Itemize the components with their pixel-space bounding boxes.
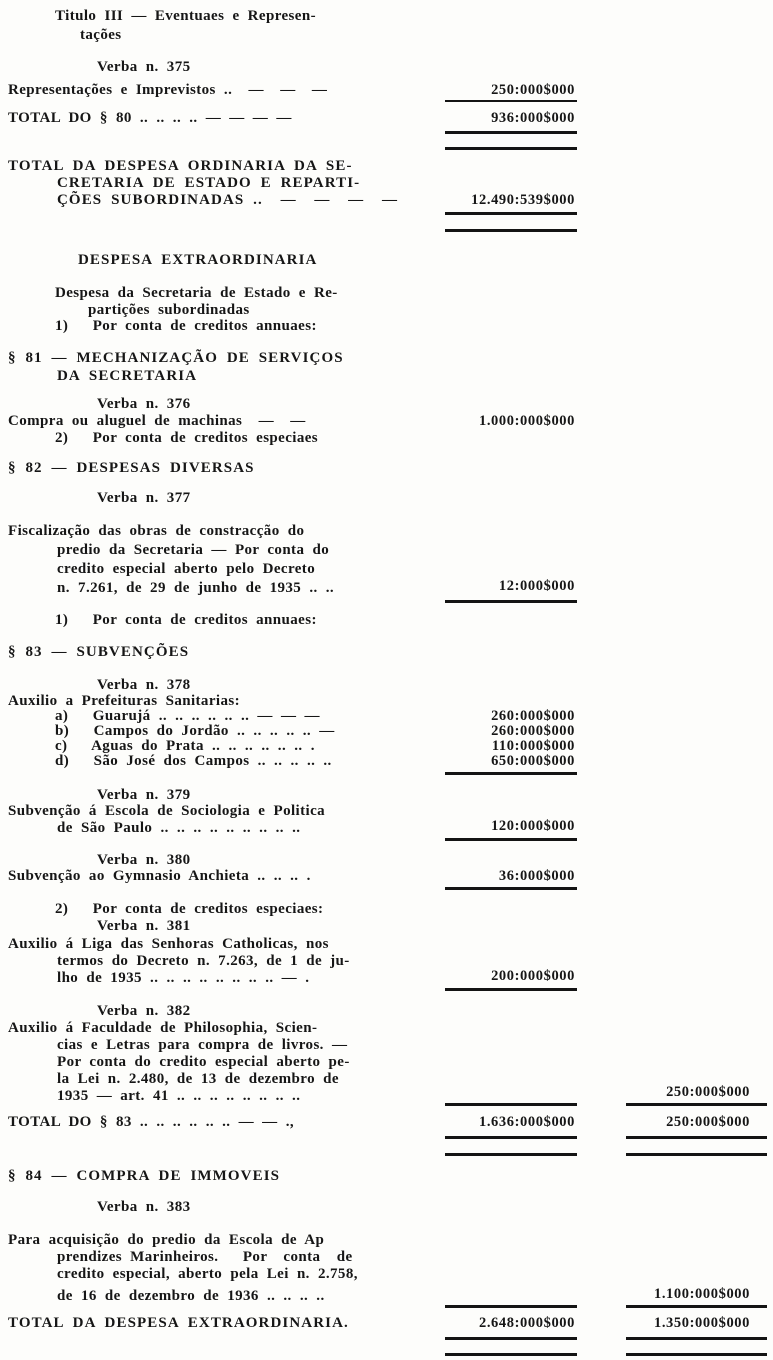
- amount-total-extraordinaria-col2: 1.350:000$000: [653, 1315, 750, 1331]
- entry-faculdade-line-2: cias e Letras para compra de livros. —: [57, 1037, 348, 1053]
- rule: [445, 600, 577, 603]
- item-creditos-especiaes-1: 2) Por conta de creditos especiaes: [55, 430, 319, 446]
- total-s83-row: TOTAL DO § 83 .. .. .. .. .. .. — — .,: [8, 1114, 295, 1130]
- entry-marinheiros-line-2: prendizes Marinheiros. Por conta de: [57, 1249, 353, 1265]
- amount-representacoes: 250:000$000: [491, 82, 575, 98]
- amount-guaruja: 260:000$000: [491, 708, 575, 724]
- title-line-2: tações: [80, 27, 122, 43]
- amount-total-s83-col2: 250:000$000: [666, 1114, 750, 1130]
- total-ordinaria-line-1: TOTAL DA DESPESA ORDINARIA DA SE-: [8, 158, 353, 174]
- s83-heading: § 83 — SUBVENÇÕES: [8, 644, 190, 660]
- s81-heading-line-2: DA SECRETARIA: [57, 368, 198, 384]
- amount-sao-jose-campos: 650:000$000: [491, 753, 575, 769]
- amount-sociologia: 120:000$000: [491, 818, 575, 834]
- verba-381-label: Verba n. 381: [97, 918, 191, 934]
- verba-382-label: Verba n. 382: [97, 1003, 191, 1019]
- entry-marinheiros-line-3: credito especial, aberto pela Lei n. 2.758,: [57, 1266, 358, 1282]
- amount-faculdade: 250:000$000: [666, 1084, 750, 1100]
- entry-fiscalizacao-line-2: predio da Secretaria — Por conta do: [57, 542, 330, 558]
- amount-total-ordinaria: 12.490:539$000: [471, 192, 575, 208]
- amount-gymnasio: 36:000$000: [498, 868, 575, 884]
- despesa-secretaria-line-2: partições subordinadas: [88, 302, 250, 318]
- amount-fiscalizacao: 12:000$000: [498, 578, 575, 594]
- amount-aguas-prata: 110:000$000: [491, 738, 575, 754]
- rule: [445, 1153, 577, 1156]
- rule: [626, 1136, 767, 1139]
- amount-total-s80: 936:000$000: [491, 110, 575, 126]
- rule: [445, 772, 577, 775]
- item-creditos-annuaes-2: 1) Por conta de creditos annuaes:: [55, 612, 317, 628]
- entry-liga-line-2: termos do Decreto n. 7.263, de 1 de ju-: [57, 953, 350, 969]
- rule: [445, 1103, 577, 1106]
- s82-heading: § 82 — DESPESAS DIVERSAS: [8, 460, 255, 476]
- rule: [445, 838, 577, 841]
- title-line-1: Titulo III — Eventuaes e Represen-: [55, 8, 316, 24]
- total-s80-row: TOTAL DO § 80 .. .. .. .. — — — —: [8, 110, 292, 126]
- rule: [445, 147, 577, 150]
- amount-marinheiros: 1.100:000$000: [653, 1286, 750, 1302]
- amount-campos-jordao: 260:000$000: [491, 723, 575, 739]
- entry-fiscalizacao-line-1: Fiscalização das obras de constracção do: [8, 523, 305, 539]
- entry-fiscalizacao-line-3: credito especial aberto pelo Decreto: [57, 561, 316, 577]
- amount-compra-machinas: 1.000:000$000: [478, 413, 575, 429]
- rule: [626, 1337, 767, 1340]
- entry-faculdade-line-5: 1935 — art. 41 .. .. .. .. .. .. .. ..: [57, 1088, 301, 1104]
- entry-sociologia-line-2: de São Paulo .. .. .. .. .. .. .. .. ..: [57, 820, 301, 836]
- rule: [445, 100, 577, 102]
- verba-379-label: Verba n. 379: [97, 787, 191, 803]
- verba-376-label: Verba n. 376: [97, 396, 191, 412]
- list-item-aguas-prata: c) Aguas do Prata .. .. .. .. .. .. .: [55, 738, 315, 754]
- amount-total-extraordinaria-col1: 2.648:000$000: [478, 1315, 575, 1331]
- verba-383-label: Verba n. 383: [97, 1199, 191, 1215]
- despesa-extraordinaria-heading: DESPESA EXTRAORDINARIA: [78, 252, 318, 268]
- list-item-campos-jordao: b) Campos do Jordão .. .. .. .. .. —: [55, 723, 335, 739]
- prefeituras-header: Auxilio a Prefeituras Sanitarias:: [8, 693, 240, 709]
- rule: [626, 1305, 767, 1308]
- verba-377-label: Verba n. 377: [97, 490, 191, 506]
- despesa-secretaria-line-1: Despesa da Secretaria de Estado e Re-: [55, 285, 338, 301]
- rule: [445, 131, 577, 134]
- rule: [626, 1153, 767, 1156]
- entry-faculdade-line-3: Por conta do credito especial aberto pe-: [57, 1054, 350, 1070]
- entry-representacoes: Representações e Imprevistos .. — — —: [8, 82, 328, 98]
- s84-heading: § 84 — COMPRA DE IMMOVEIS: [8, 1168, 281, 1184]
- total-ordinaria-line-3: ÇÕES SUBORDINADAS .. — — — —: [57, 192, 399, 208]
- entry-compra-machinas: Compra ou aluguel de machinas — —: [8, 413, 306, 429]
- verba-378-label: Verba n. 378: [97, 677, 191, 693]
- verba-375-label: Verba n. 375: [97, 59, 191, 75]
- amount-liga: 200:000$000: [491, 968, 575, 984]
- rule: [445, 1305, 577, 1308]
- total-extraordinaria-row: TOTAL DA DESPESA EXTRAORDINARIA.: [8, 1315, 349, 1331]
- entry-gymnasio: Subvenção ao Gymnasio Anchieta .. .. .. .: [8, 868, 311, 884]
- entry-faculdade-line-1: Auxilio á Faculdade de Philosophia, Scien-: [8, 1020, 318, 1036]
- rule: [445, 1353, 577, 1356]
- amount-total-s83-col1: 1.636:000$000: [478, 1114, 575, 1130]
- entry-marinheiros-line-4: de 16 de dezembro de 1936 .. .. .. ..: [57, 1288, 325, 1304]
- total-ordinaria-line-2: CRETARIA DE ESTADO E REPARTI-: [57, 175, 361, 191]
- entry-liga-line-1: Auxilio á Liga das Senhoras Catholicas, nos: [8, 936, 329, 952]
- entry-marinheiros-line-1: Para acquisição do predio da Escola de Ap: [8, 1232, 325, 1248]
- s81-heading-line-1: § 81 — MECHANIZAÇÃO DE SERVIÇOS: [8, 350, 344, 366]
- rule: [626, 1103, 767, 1106]
- rule: [626, 1353, 767, 1356]
- list-item-guaruja: a) Guarujá .. .. .. .. .. .. — — —: [55, 708, 320, 724]
- rule: [445, 212, 577, 215]
- verba-380-label: Verba n. 380: [97, 852, 191, 868]
- item-creditos-especiaes-2: 2) Por conta de creditos especiaes:: [55, 901, 324, 917]
- item-creditos-annuaes-1: 1) Por conta de creditos annuaes:: [55, 318, 317, 334]
- entry-fiscalizacao-line-4: n. 7.261, de 29 de junho de 1935 .. ..: [57, 580, 335, 596]
- rule: [445, 887, 577, 890]
- rule: [445, 988, 577, 991]
- rule: [445, 1337, 577, 1340]
- entry-liga-line-3: lho de 1935 .. .. .. .. .. .. .. .. — .: [57, 970, 310, 986]
- entry-sociologia-line-1: Subvenção á Escola de Sociologia e Politica: [8, 803, 326, 819]
- list-item-sao-jose-campos: d) São José dos Campos .. .. .. .. ..: [55, 753, 332, 769]
- entry-faculdade-line-4: la Lei n. 2.480, de 13 de dezembro de: [57, 1071, 339, 1087]
- rule: [445, 229, 577, 232]
- rule: [445, 1136, 577, 1139]
